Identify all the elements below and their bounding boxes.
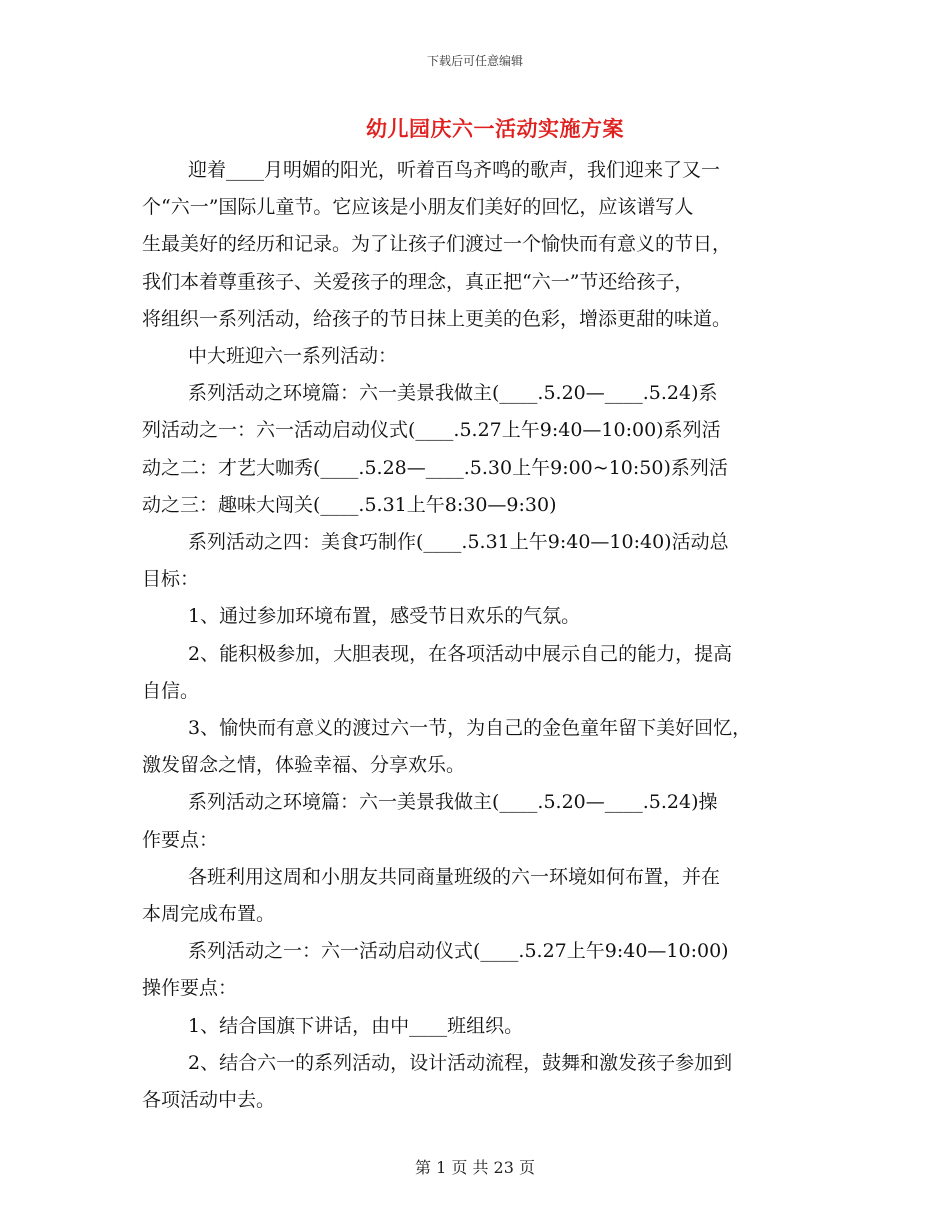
paragraph-line: 系列活动之四：美食巧制作(____.5.31上午9:40—10:40)活动总 <box>188 531 729 554</box>
paragraph <box>142 710 842 784</box>
paragraph <box>142 598 842 635</box>
paragraph <box>142 1008 842 1045</box>
paragraph-line: 系列活动之环境篇：六一美景我做主(____.5.20—____.5.24)操 <box>188 791 718 814</box>
paragraph-line: 1、通过参加环境布置，感受节日欢乐的气氛。 <box>188 605 581 628</box>
paragraph-line: 自信。 <box>142 679 200 702</box>
paragraph-line: 动之三：趣味大闯关(____.5.31上午8:30—9:30) <box>142 493 557 516</box>
paragraph <box>142 338 842 375</box>
paragraph <box>142 636 842 710</box>
paragraph <box>142 152 842 338</box>
paragraph-line: 列活动之一：六一活动启动仪式(____.5.27上午9:40—10:00)系列活 <box>142 419 721 442</box>
paragraph-line: 我们本着尊重孩子、关爱孩子的理念，真正把“六一”节还给孩子， <box>142 270 694 293</box>
paragraph-line: 系列活动之一：六一活动启动仪式(____.5.27上午9:40—10:00) <box>188 940 729 963</box>
paragraph-line: 本周完成布置。 <box>142 903 276 926</box>
paragraph-line: 个“六一”国际儿童节。它应该是小朋友们美好的回忆，应该谱写人 <box>142 196 694 219</box>
paragraph-line: 激发留念之情，体验幸福、分享欢乐。 <box>142 754 466 777</box>
paragraph-line: 各项活动中去。 <box>142 1089 276 1112</box>
document-title: 幼儿园庆六一活动实施方案 <box>366 116 624 141</box>
paragraph-line: 1、结合国旗下讲话，由中____班组织。 <box>188 1014 524 1037</box>
paragraph-line: 作要点： <box>142 828 219 851</box>
paragraph-line: 动之二：才艺大咖秀(____.5.28—____.5.30上午9:00~10:50)系列活 <box>142 456 728 479</box>
paragraph <box>142 1045 842 1119</box>
paragraph <box>142 859 842 933</box>
document-body <box>142 152 842 1119</box>
paragraph-line: 系列活动之环境篇：六一美景我做主(____.5.20—____.5.24)系 <box>188 382 718 405</box>
paragraph-line: 各班利用这周和小朋友共同商量班级的六一环境如何布置，并在 <box>188 865 721 888</box>
paragraph <box>142 524 842 598</box>
paragraph-line: 将组织一系列活动，给孩子的节日抹上更美的色彩，增添更甜的味道。 <box>142 307 732 330</box>
paragraph-line: 中大班迎六一系列活动： <box>188 345 398 368</box>
paragraph-line: 3、愉快而有意义的渡过六一节，为自己的金色童年留下美好回忆， <box>188 717 752 740</box>
paragraph-line: 生最美好的经历和记录。为了让孩子们渡过一个愉快而有意义的节日， <box>142 233 732 256</box>
paragraph <box>142 784 842 858</box>
paragraph <box>142 375 842 524</box>
paragraph-line: 2、结合六一的系列活动，设计活动流程，鼓舞和激发孩子参加到 <box>188 1051 733 1074</box>
paragraph-line: 迎着____月明媚的阳光，听着百鸟齐鸣的歌声，我们迎来了又一 <box>188 159 721 181</box>
paragraph <box>142 933 842 1007</box>
page-footer: 第 1 页 共 23 页 <box>415 1158 535 1177</box>
paragraph-line: 操作要点： <box>142 977 238 1000</box>
paragraph-line: 2、能积极参加，大胆表现，在各项活动中展示自己的能力，提高 <box>188 642 733 665</box>
header-note: 下载后可任意编辑 <box>426 54 523 68</box>
paragraph-line: 目标： <box>142 568 200 591</box>
